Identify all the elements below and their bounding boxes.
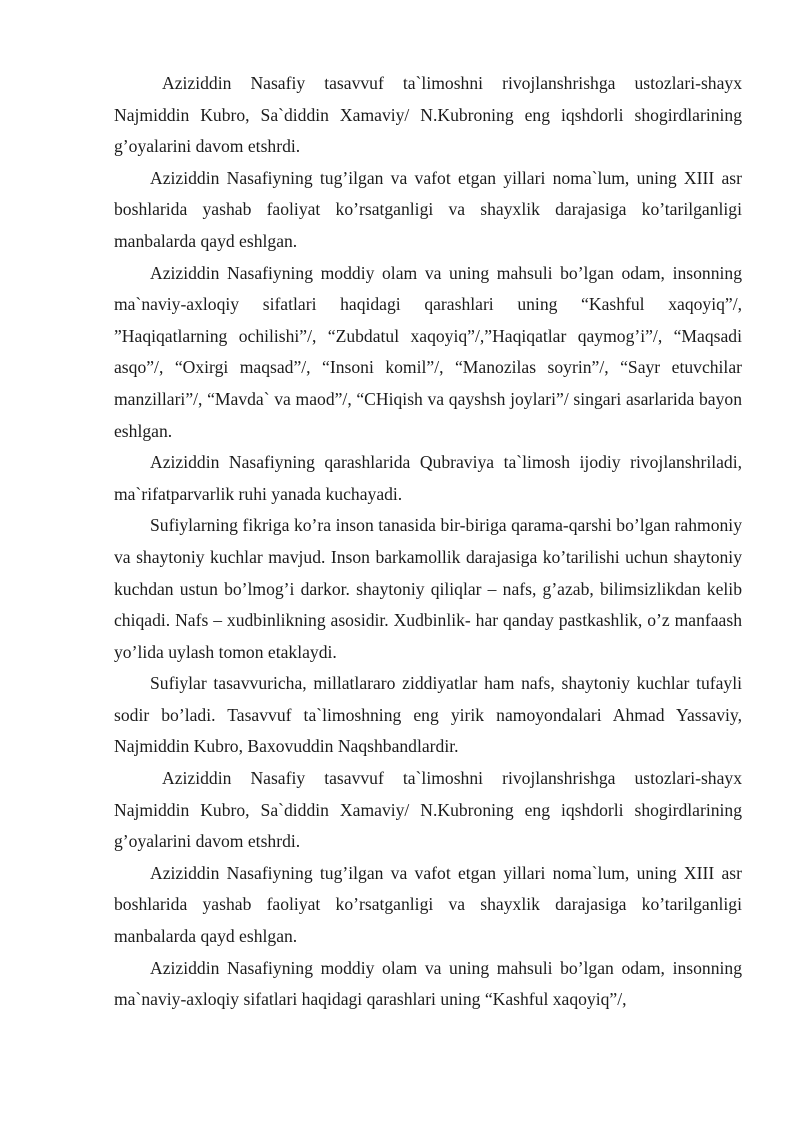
paragraph-7: Aziziddin Nasafiy tasavvuf ta`limoshni rivojlanshrishga ustozlari-shayx Najmiddin Kubro, Sa`diddin Xamaviy/ N.Kubroning eng iqshdorli shogirdlarining g’oyalarini davom etshrdi. (114, 768, 742, 852)
document-page (114, 68, 742, 1016)
paragraph-5: Sufiylarning fikriga ko’ra inson tanasida bir-biriga qarama-qarshi bo’lgan rahmoniy va shaytoniy kuchlar mavjud. Inson barkamollik darajasiga ko’tarilishi uchun shaytoniy kuchdan ustun bo’lmog’i darkor. shaytoniy qiliqlar – nafs, g’azab, bilimsizlikdan kelib chiqadi. Nafs – xudbinlikning asosidir. Xudbinlik- har qanday pastkashlik, o’z manfaash yo’lida uylash tomon etaklaydi. (114, 515, 742, 662)
paragraph-1: Aziziddin Nasafiy tasavvuf ta`limoshni rivojlanshrishga ustozlari-shayx Najmiddin Kubro, Sa`diddin Xamaviy/ N.Kubroning eng iqshdorli shogirdlarining g’oyalarini davom etshrdi. (114, 73, 742, 157)
paragraph-6: Sufiylar tasavvuricha, millatlararo ziddiyatlar ham nafs, shaytoniy kuchlar tufayli sodir bo’ladi. Tasavvuf ta`limoshning eng yirik namoyondalari Ahmad Yassaviy, Najmiddin Kubro, Baxovuddin Naqshbandlardir. (114, 673, 742, 757)
paragraph-8: Aziziddin Nasafiyning tug’ilgan va vafot etgan yillari noma`lum, uning XIII asr boshlarida yashab faoliyat ko’rsatganligi va shayxlik darajasiga ko’tarilganligi manbalarda qayd eshlgan. (114, 862, 742, 947)
paragraph-9: Aziziddin Nasafiyning moddiy olam va uning mahsuli bo’lgan odam, insonning ma`naviy-axloqiy sifatlari haqidagi qarashlari uning “Kashful xaqoyiq”/, (114, 957, 742, 1010)
paragraph-4: Aziziddin Nasafiyning qarashlarida Qubraviya ta`limosh ijodiy rivojlanshriladi, ma`rifatparvarlik ruhi yanada kuchayadi. (114, 452, 742, 504)
paragraph-2: Aziziddin Nasafiyning tug’ilgan va vafot etgan yillari noma`lum, uning XIII asr boshlarida yashab faoliyat ko’rsatganligi va shayxlik darajasiga ko’tarilganligi manbalarda qayd eshlgan. (114, 167, 742, 251)
paragraph-3: Aziziddin Nasafiyning moddiy olam va uning mahsuli bo’lgan odam, insonning ma`naviy-axloqiy sifatlari haqidagi qarashlari uning “Kashful xaqoyiq”/, ”Haqiqatlarning ochilishi”/, “Zubdatul xaqoyiq”/,”Haqiqatlar qaymog’i”/, “Maqsadi asqo”/, “Oxirgi maqsad”/, “Insoni komil”/, “Manozilas soyrin”/, “Sayr etuvchilar manzillari”/, “Mavda` va maod”/, “CHiqish va qayshsh joylari”/ singari asarlarida bayon eshlgan. (114, 262, 742, 441)
